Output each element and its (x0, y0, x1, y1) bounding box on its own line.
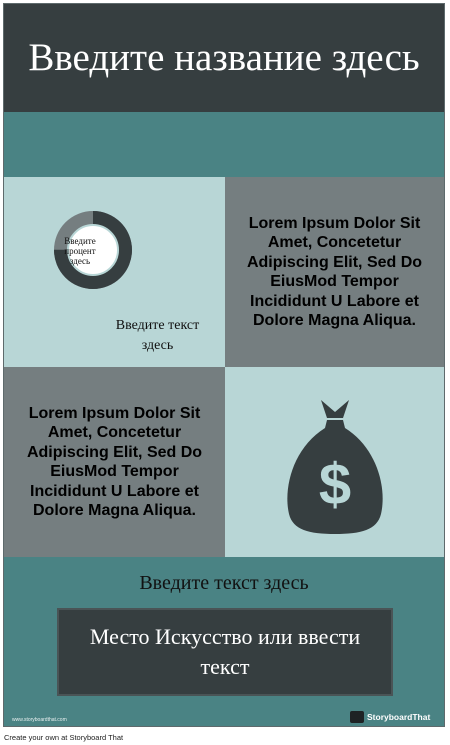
dollar-sign-icon: $ (318, 452, 352, 517)
storyboard-logo-icon (350, 711, 364, 723)
art-box: Место Искусство или ввести текст (57, 608, 393, 696)
money-bag-icon (283, 388, 387, 536)
page-title: Введите название здесь (4, 4, 444, 112)
bag-top-icon (321, 400, 349, 418)
footer-url: www.storyboardthat.com (12, 717, 67, 723)
credit-text: Create your own at Storyboard That (4, 733, 124, 742)
donut-label: Введите процент здесь (64, 236, 96, 266)
teal-band (4, 112, 444, 177)
bag-neck-icon (325, 420, 345, 428)
lorem-text-top: Lorem Ipsum Dolor Sit Amet, Concetetur Adipiscing Elit, Sed Do EiusMod Tempor Incididunt U Labore et Dolore Magna Aliqua. (225, 177, 444, 367)
bottom-caption: Введите текст здесь (139, 572, 309, 594)
lorem-text-left: Lorem Ipsum Dolor Sit Amet, Concetetur Adipiscing Elit, Sed Do EiusMod Tempor Incididunt U Labore et Dolore Magna Aliqua. (4, 367, 225, 557)
percent-caption: Введите текст здесь (115, 318, 200, 353)
brand-logo (350, 711, 430, 723)
brand-name: StoryboardThat (367, 712, 431, 722)
